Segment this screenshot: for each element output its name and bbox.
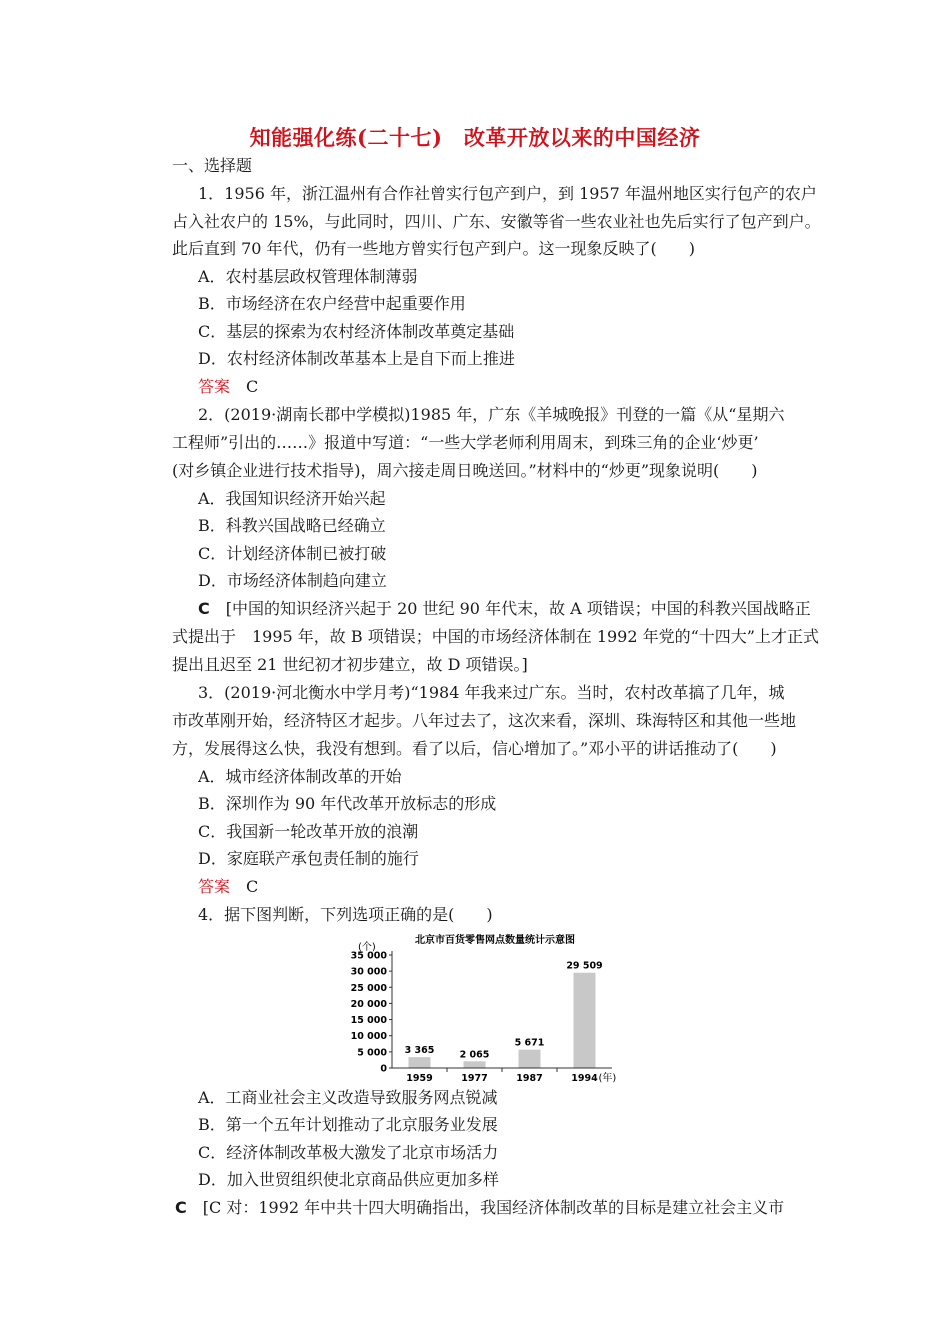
bar-value-label: 3 365 [404,1045,435,1057]
q1-answer [198,377,258,397]
y-tick-label: 30 000 [350,966,387,978]
q2-explanation-line: 提出且迟至 21 世纪初才初步建立，故 D 项错误。] [172,655,528,674]
x-tick-label: 1959 [406,1073,433,1084]
q1-line: 此后直到 70 年代，仍有一些地方曾实行包产到户。这一现象反映了( ) [172,239,696,258]
x-tick-label: 1977 [461,1073,488,1084]
q1-option-d: D．农村经济体制改革基本上是自下而上推进 [198,349,515,368]
q2-line: 工程师”引出的……》报道中写道：“一些大学老师利用周末，到珠三角的企业‘炒更’ [172,433,759,452]
q2-option-b: B．科教兴国战略已经确立 [198,516,386,535]
page-title: 知能强化练(二十七) 改革开放以来的中国经济 [249,125,701,150]
x-tick-label: 1987 [516,1073,543,1084]
q4-option-b: B．第一个五年计划推动了北京服务业发展 [198,1115,498,1134]
q4-option-c: C．经济体制改革极大激发了北京市场活力 [198,1143,499,1162]
explanation-text: [中国的知识经济兴起于 20 世纪 90 年代末，故 A 项错误；中国的科教兴国战略正 [225,599,811,618]
q1-line: 1．1956 年，浙江温州有合作社曾实行包产到户，到 1957 年温州地区实行包产的农户 [198,184,817,203]
q2-option-a: A．我国知识经济开始兴起 [198,489,386,508]
q4-explanation [175,1198,784,1218]
answer-value: C [246,377,259,396]
q3-line: 方，发展得这么快，我没有想到。看了以后，信心增加了。”邓小平的讲话推动了( ) [172,739,777,758]
q1-option-b: B．市场经济在农户经营中起重要作用 [198,294,466,313]
y-tick-label: 35 000 [350,950,387,962]
q2-option-d: D．市场经济体制趋向建立 [198,571,387,590]
q3-option-c: C．我国新一轮改革开放的浪潮 [198,822,419,841]
q2-explanation [198,599,811,619]
answer-letter: C [175,1198,187,1217]
y-tick-label: 0 [380,1063,387,1075]
q4-option-d: D．加入世贸组织使北京商品供应更加多样 [198,1170,499,1189]
bar-1994 [574,973,596,1068]
q3-option-d: D．家庭联产承包责任制的施行 [198,849,419,868]
section-heading: 一、选择题 [172,156,253,175]
answer-label: 答案 [198,377,231,396]
bar-1977 [464,1061,486,1068]
q3-answer [198,877,258,897]
y-tick-label: 25 000 [350,982,387,994]
q2-option-c: C．计划经济体制已被打破 [198,544,387,563]
y-tick-label: 5 000 [357,1047,387,1059]
q3-option-b: B．深圳作为 90 年代改革开放标志的形成 [198,794,497,813]
answer-label: 答案 [198,877,231,896]
y-tick-label: 10 000 [350,1031,387,1043]
bar-chart [330,930,630,1085]
q1-option-a: A．农村基层政权管理体制薄弱 [198,267,418,286]
q3-option-a: A．城市经济体制改革的开始 [198,767,402,786]
bar-value-label: 5 671 [514,1037,545,1049]
chart-title: 北京市百货零售网点数量统计示意图 [415,935,575,946]
bar-1987 [519,1050,541,1068]
q2-explanation-line: 式提出于 1995 年，故 B 项错误；中国的市场经济体制在 1992 年党的“十四大”上才正式 [172,627,819,646]
bar-1959 [409,1057,431,1068]
answer-letter: C [198,599,210,618]
x-axis-unit: (年) [598,1073,617,1084]
bar-value-label: 2 065 [459,1049,490,1061]
q4-line: 4．据下图判断，下列选项正确的是( ) [198,905,493,924]
q3-line: 3．(2019·河北衡水中学月考)“1984 年我来过广东。当时，农村改革搞了几年，城 [198,683,785,702]
q1-line: 占入社农户的 15%，与此同时，四川、广东、安徽等省一些农业社也先后实行了包产到户。 [172,212,821,231]
y-tick-label: 20 000 [350,998,387,1010]
y-tick-label: 15 000 [350,1015,387,1027]
x-tick-label: 1994 [571,1073,598,1084]
q2-line: 2．(2019·湖南长郡中学模拟)1985 年，广东《羊城晚报》刊登的一篇《从“星期六 [198,405,785,424]
y-axis-unit: (个) [358,942,376,953]
answer-value: C [246,877,259,896]
q4-option-a: A．工商业社会主义改造导致服务网点锐减 [198,1088,498,1107]
q2-line: (对乡镇企业进行技术指导)，周六接走周日晚送回。”材料中的“炒更”现象说明( ) [172,461,758,480]
bar-value-label: 29 509 [566,960,603,972]
q1-option-c: C．基层的探索为农村经济体制改革奠定基础 [198,322,515,341]
explanation-text: [C 对：1992 年中共十四大明确指出，我国经济体制改革的目标是建立社会主义市 [202,1198,785,1217]
q3-line: 市改革刚开始，经济特区才起步。八年过去了，这次来看，深圳、珠海特区和其他一些地 [172,711,797,730]
